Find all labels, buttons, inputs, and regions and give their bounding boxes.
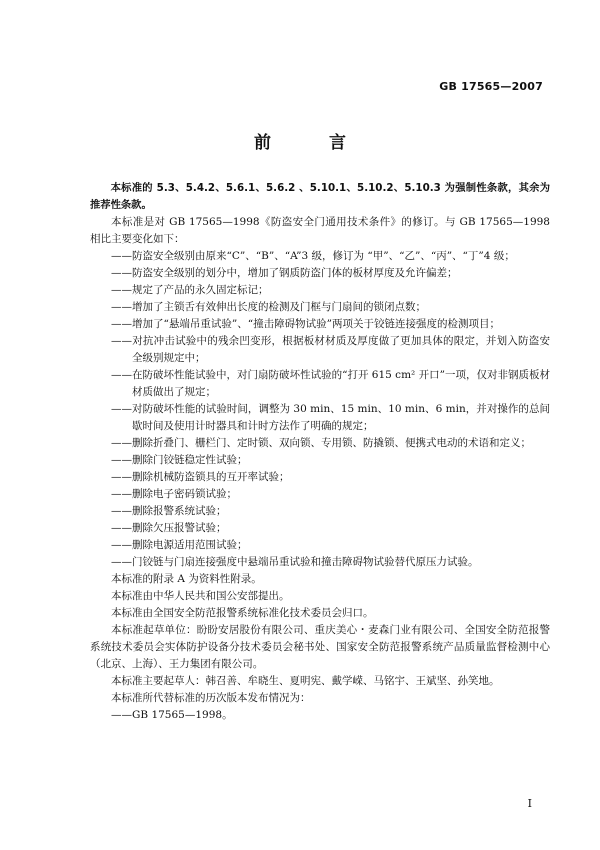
page-title: 前 言	[254, 133, 372, 153]
standard-code: GB 17565—2007	[439, 80, 543, 93]
list-item: ——删除机械防盗锁具的互开率试验；	[111, 471, 290, 483]
list-item: ——防盗安全级别由原来“C”、“B”、“A”3 级，修订为 “甲”、“乙”、“丙”、“丁”4 级；	[111, 250, 515, 262]
appendix-note: 本标准的附录 A 为资料性附录。	[111, 573, 262, 585]
list-item: ——对防破坏性能的试验时间，调整为 30 min、15 min、10 min、6 min，并对操作的总间歇时间及使用计时器具和计时方法作了明确的规定；	[111, 403, 550, 432]
list-item: ——删除门铰链稳定性试验；	[111, 454, 248, 466]
list-item: ——删除电源适用范围试验；	[111, 539, 248, 551]
drafters: 本标准主要起草人：韩召善、牟晓生、夏明宪、戴学嵘、马铭宇、王斌坚、孙笑地。	[111, 675, 500, 687]
list-item: ——删除折叠门、栅栏门、定时锁、双向锁、专用锁、防撬锁、便携式电动的术语和定义；	[111, 437, 531, 449]
history-item: ——GB 17565—1998。	[111, 709, 233, 721]
history-intro: 本标准所代替标准的历次版本发布情况为：	[111, 692, 311, 704]
list-item: ——删除电子密码锁试验；	[111, 488, 237, 500]
list-item: ——防盗安全级别的划分中，增加了钢质防盗门体的板材厚度及允许偏差；	[111, 267, 458, 279]
list-item: ——规定了产品的永久固定标记；	[111, 284, 269, 296]
revision-intro: 本标准是对 GB 17565—1998《防盗安全门通用技术条件》的修订。与 GB 17565—1998 相比主要变化如下：	[90, 216, 550, 245]
list-item: ——在防破坏性能试验中，对门扇防破坏性试验的“打开 615 cm² 开口”一项，仅对非钢质板材材质做出了规定；	[111, 369, 550, 398]
mandatory-statement: 本标准的 5.3、5.4.2、5.6.1、5.6.2 、5.10.1、5.10.2、5.10.3 为强制性条款，其余为推荐性条款。	[90, 182, 550, 211]
proposed-by: 本标准由中华人民共和国公安部提出。	[111, 590, 290, 602]
foreword-body	[90, 180, 550, 724]
list-item: ——门铰链与门扇连接强度中悬端吊重试验和撞击障碍物试验替代原压力试验。	[111, 556, 479, 568]
list-item: ——增加了主锁舌有效伸出长度的检测及门框与门扇间的锁闭点数；	[111, 301, 426, 313]
changes-list	[90, 248, 550, 571]
drafting-units: 本标准起草单位：盼盼安居股份有限公司、重庆美心・麦森门业有限公司、全国安全防范报警系统技术委员会实体防护设备分技术委员会秘书处、国家安全防范报警系统产品质量监督检测中心（北京、上海）、王力集团有限公司。	[90, 624, 550, 670]
list-item: ——删除欠压报警试验；	[111, 522, 227, 534]
list-item: ——增加了“悬端吊重试验”、“撞击障碍物试验”两项关于铰链连接强度的检测项目；	[111, 318, 500, 330]
list-item: ——对抗冲击试验中的残余凹变形，根据板材材质及厚度做了更加具体的限定，并划入防盗安全级别规定中；	[111, 335, 550, 364]
page-number: I	[527, 797, 532, 810]
list-item: ——删除报警系统试验；	[111, 505, 227, 517]
centralized-by: 本标准由全国安全防范报警系统标准化技术委员会归口。	[111, 607, 374, 619]
